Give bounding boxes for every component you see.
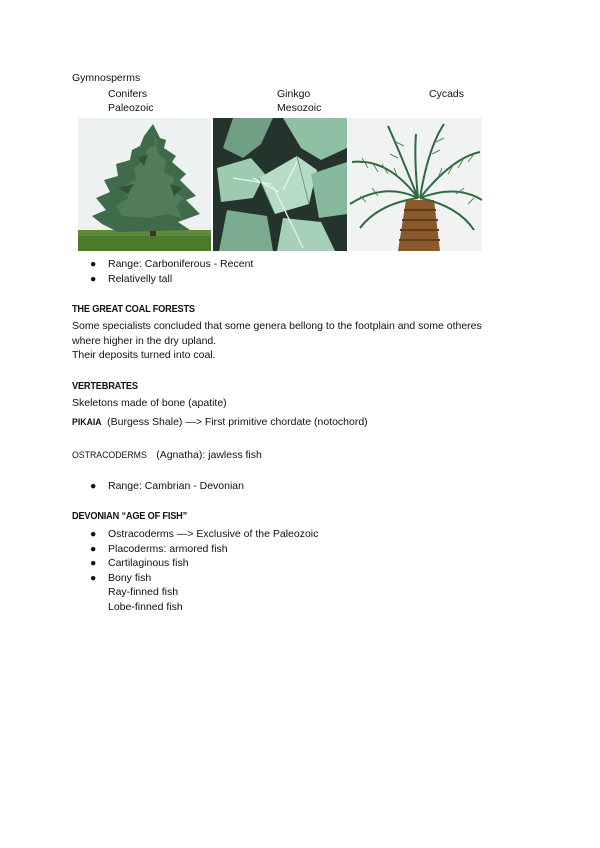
list-item <box>72 556 522 571</box>
sub-item-ray-finned: Ray-finned fish <box>108 586 179 598</box>
ostracoderms-bullet-list <box>72 479 522 494</box>
group-label-cycads: Cycads <box>429 88 465 100</box>
section-heading-coal-forests: THE GREAT COAL FORESTS <box>72 304 195 315</box>
pikaia-line <box>72 416 368 428</box>
coal-paragraph-line: Their deposits turned into coal. <box>72 349 216 361</box>
bullet-icon: ● <box>90 528 97 540</box>
list-item <box>72 257 522 272</box>
bullet-text: Cartilaginous fish <box>108 557 189 569</box>
ginkgo-leaves-image <box>213 118 347 251</box>
group-label-conifers: Conifers <box>108 88 148 100</box>
bullet-icon: ● <box>90 571 97 584</box>
bullet-text: Relativelly tall <box>108 272 173 285</box>
bullet-text: Bony fish <box>108 571 152 584</box>
coal-paragraph-line: where higher in the dry upland. <box>72 335 217 347</box>
list-item <box>72 542 522 557</box>
bullet-icon: ● <box>90 542 97 555</box>
bullet-text: Ostracoderms —> Exclusive of the Paleozoic <box>108 528 319 540</box>
ostracoderms-text: (Agnatha): jawless fish <box>153 449 262 461</box>
bullet-icon: ● <box>90 480 97 492</box>
coal-paragraph-line: Some specialists concluded that some genera bellong to the footplain and some otheres <box>72 320 482 332</box>
bullet-text: Placoderms: armored fish <box>108 542 228 555</box>
bullet-icon: ● <box>90 557 97 569</box>
ostracoderms-line <box>72 449 262 461</box>
vertebrates-line: Skeletons made of bone (apatite) <box>72 397 227 409</box>
list-item <box>72 571 522 586</box>
gymnosperms-title: Gymnosperms <box>72 72 141 84</box>
list-item <box>72 272 522 287</box>
era-label-paleozoic: Paleozoic <box>108 102 154 114</box>
pikaia-label: PIKAIA <box>72 417 102 428</box>
bullet-text: Range: Cambrian - Devonian <box>108 480 244 492</box>
list-item <box>72 479 522 494</box>
bullet-text: Range: Carboniferous - Recent <box>108 258 254 270</box>
list-item <box>72 527 522 542</box>
devonian-bullet-list <box>72 527 522 585</box>
section-heading-devonian: DEVONIAN “AGE OF FISH” <box>72 511 188 522</box>
ostracoderms-label: OSTRACODERMS <box>72 450 147 461</box>
group-label-ginkgo: Ginkgo <box>277 88 311 100</box>
sub-item-lobe-finned: Lobe-finned fish <box>108 601 183 613</box>
gymnosperms-bullet-list <box>72 257 522 286</box>
bullet-icon: ● <box>90 258 97 270</box>
conifer-tree-image <box>78 118 211 251</box>
bullet-icon: ● <box>90 272 97 285</box>
cycad-palm-image <box>348 118 482 251</box>
pikaia-text: (Burgess Shale) —> First primitive chordate (notochord) <box>104 416 368 428</box>
era-label-mesozoic: Mesozoic <box>277 102 322 114</box>
section-heading-vertebrates: VERTEBRATES <box>72 381 138 392</box>
